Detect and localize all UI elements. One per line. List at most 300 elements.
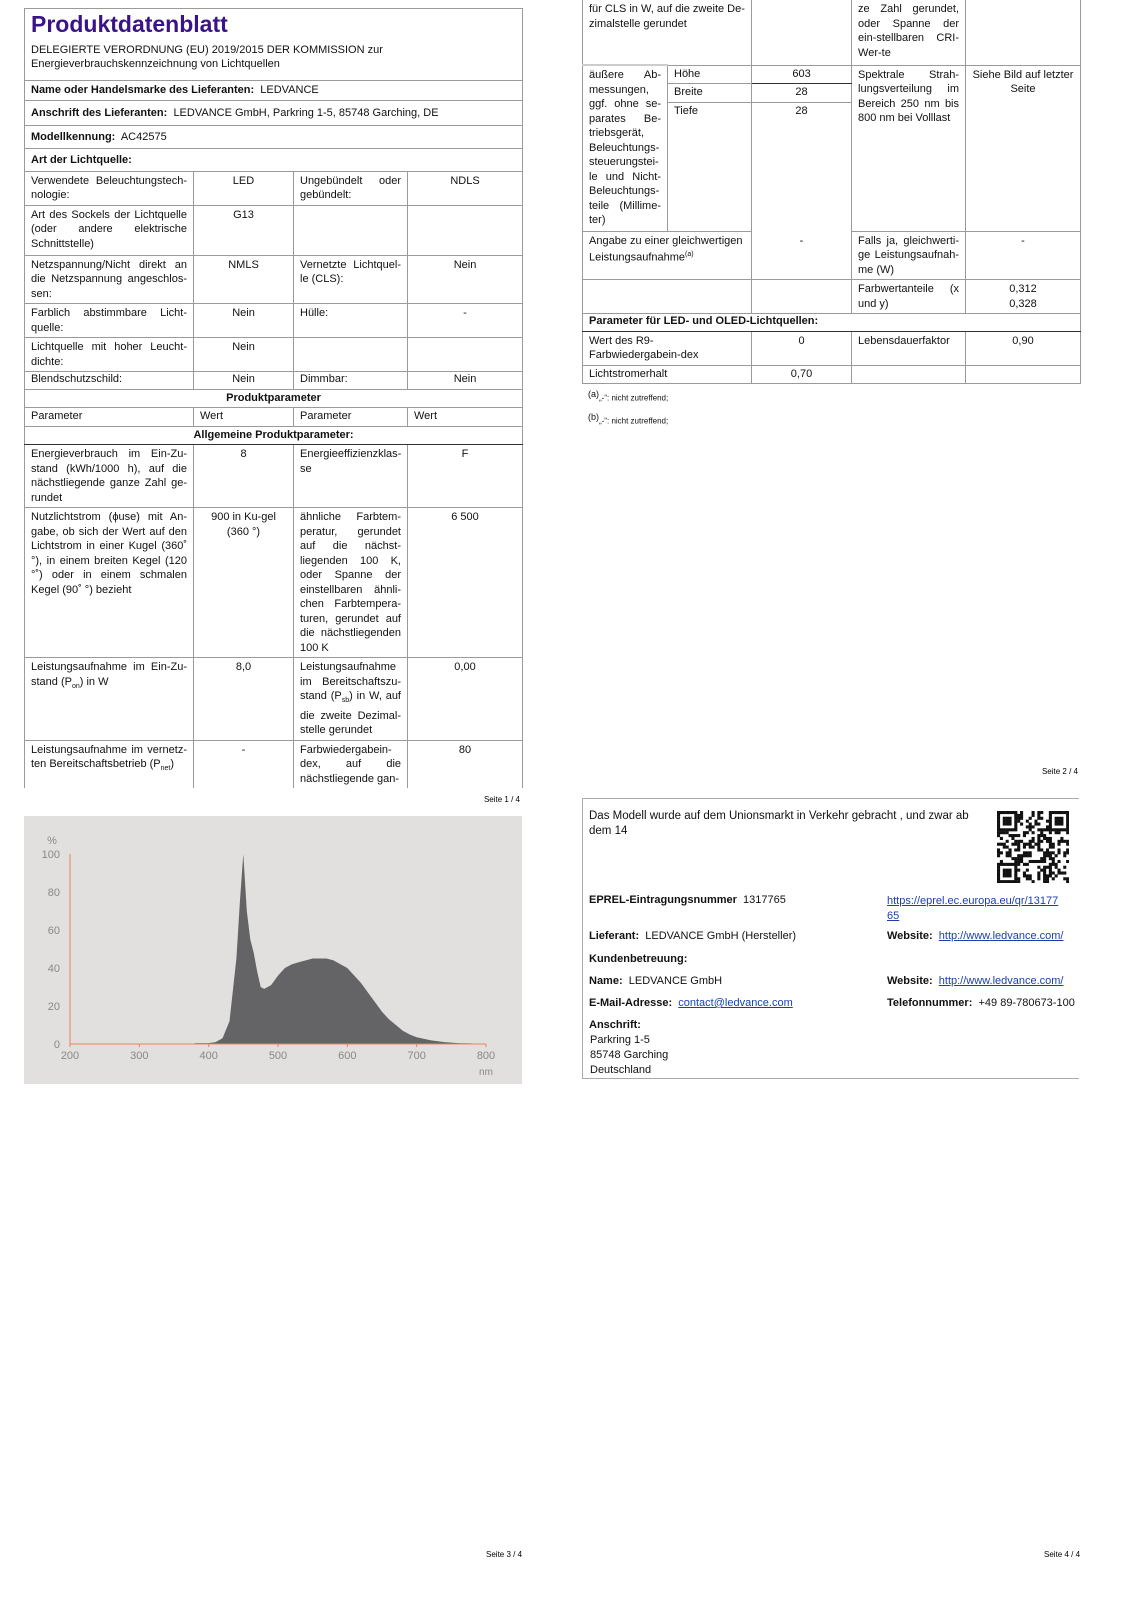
qr-module (1014, 877, 1017, 880)
qr-module (1009, 871, 1012, 874)
qr-module (1023, 843, 1026, 846)
qr-module (1046, 840, 1049, 843)
market-date-text: Das Modell wurde auf dem Unionsmarkt in Verkehr gebracht , und zwar ab dem 14 (589, 810, 969, 837)
qr-module (1026, 843, 1029, 846)
cell: LED (194, 171, 294, 205)
qr-module (997, 831, 1000, 834)
table-row (25, 255, 523, 304)
qr-module (1020, 860, 1023, 863)
qr-module (1029, 843, 1032, 846)
qr-module (1026, 820, 1029, 823)
qr-module (1003, 820, 1006, 823)
qr-module (1029, 877, 1032, 880)
qr-module (1014, 857, 1017, 860)
qr-module (1026, 877, 1029, 880)
qr-module (1017, 814, 1020, 817)
qr-module (1009, 854, 1012, 857)
qr-module (1032, 846, 1035, 849)
qr-module (1043, 869, 1046, 872)
qr-module (997, 814, 1000, 817)
qr-module (1017, 820, 1020, 823)
qr-module (1023, 831, 1026, 834)
qr-module (997, 811, 1000, 814)
website-label: Website: (887, 975, 933, 987)
qr-module (1009, 848, 1012, 851)
qr-module (1017, 877, 1020, 880)
email-link[interactable]: contact@ledvance.com (678, 997, 793, 1009)
qr-module (1017, 848, 1020, 851)
qr-module (1037, 843, 1040, 846)
qr-module (1009, 863, 1012, 866)
chroma-y: 0,328 (1009, 297, 1037, 310)
qr-module (1029, 840, 1032, 843)
qr-module (997, 869, 1000, 872)
qr-module (1052, 877, 1055, 880)
qr-module (1006, 823, 1009, 826)
qr-module (1066, 811, 1069, 814)
qr-module (1043, 866, 1046, 869)
qr-module (1009, 880, 1012, 883)
qr-module (1011, 834, 1014, 837)
qr-module (1029, 828, 1032, 831)
qr-module (1066, 860, 1069, 863)
qr-module (1052, 828, 1055, 831)
x-tick-label: 400 (199, 1050, 218, 1063)
qr-module (1017, 843, 1020, 846)
qr-module (997, 871, 1000, 874)
right-column (582, 0, 1080, 1079)
qr-module (1049, 851, 1052, 854)
address-line: 85748 Garching (590, 1049, 669, 1061)
qr-module (997, 863, 1000, 866)
qr-module (1034, 860, 1037, 863)
qr-module (1006, 854, 1009, 857)
page-title: Produktdatenblatt (31, 11, 228, 37)
qr-module (1066, 851, 1069, 854)
qr-module (1049, 863, 1052, 866)
y-tick-label: 80 (47, 887, 60, 900)
qr-module (1009, 874, 1012, 877)
qr-module (1063, 877, 1066, 880)
qr-module (1023, 854, 1026, 857)
qr-module (1055, 874, 1058, 877)
qr-module (1009, 820, 1012, 823)
qr-module (1037, 874, 1040, 877)
spectral-label: Spektrale Strah-lungsverteilung im Bereich 250 nm bis 800 nm bei Volllast (852, 65, 966, 231)
qr-module (1011, 880, 1014, 883)
qr-module (1040, 840, 1043, 843)
qr-module (1049, 846, 1052, 849)
qr-module (1052, 846, 1055, 849)
qr-module (1006, 851, 1009, 854)
qr-module (1026, 869, 1029, 872)
led-params-heading: Parameter für LED- und OLED-Lichtquellen: (583, 314, 1081, 332)
qr-module (1003, 871, 1006, 874)
qr-module (1037, 817, 1040, 820)
x-tick-label: 500 (268, 1050, 288, 1063)
qr-module (1014, 866, 1017, 869)
qr-module (1049, 831, 1052, 834)
qr-module (1049, 811, 1052, 814)
qr-module (1000, 811, 1003, 814)
cell: 0,00 (408, 658, 523, 741)
qr-module (1060, 828, 1063, 831)
qr-module (1057, 869, 1060, 872)
qr-module (1000, 863, 1003, 866)
qr-module (1040, 817, 1043, 820)
y-tick-label: 100 (41, 849, 60, 862)
qr-module (1006, 871, 1009, 874)
qr-module (1043, 877, 1046, 880)
qr-module (1049, 866, 1052, 869)
qr-module (1029, 846, 1032, 849)
qr-module (1009, 869, 1012, 872)
table-row (25, 338, 523, 372)
qr-module (1049, 871, 1052, 874)
qr-module (1043, 871, 1046, 874)
qr-module (997, 848, 1000, 851)
cell: ähnliche Farbtem-peratur, gerundet auf die nächst-liegenden 100 K, oder Spanne der einstellbaren ähnli-chen Farbtempera-turen, gerundet auf die nächstliegenden 100 K (294, 508, 408, 658)
cell: Leistungsaufnahme im Bereitschaftszu-stand $(P_{sb})$ in W, auf die zweite Dezimal-stelle gerundet (294, 658, 408, 741)
qr-module (1057, 860, 1060, 863)
cell: F (408, 445, 523, 508)
cell: - (966, 231, 1081, 280)
qr-module (1014, 814, 1017, 817)
dimension-value: 28 (752, 84, 852, 103)
cell (294, 205, 408, 255)
qr-module (1003, 846, 1006, 849)
qr-module (1037, 828, 1040, 831)
qr-module (1017, 860, 1020, 863)
qr-module (1066, 817, 1069, 820)
qr-module (1000, 851, 1003, 854)
cell (408, 205, 523, 255)
qr-module (1000, 860, 1003, 863)
model-id: AC42575 (120, 130, 167, 143)
qr-module (1037, 811, 1040, 814)
qr-module (1055, 817, 1058, 820)
x-tick-label: 600 (338, 1050, 357, 1063)
qr-module (1066, 831, 1069, 834)
qr-module (1049, 837, 1052, 840)
qr-module (1009, 851, 1012, 854)
qr-module (1014, 817, 1017, 820)
cell (752, 0, 852, 65)
qr-module (1049, 828, 1052, 831)
qr-module (997, 823, 1000, 826)
qr-module (1023, 834, 1026, 837)
cell: Falls ja, gleichwerti-ge Leistungsaufnah-me (W) (852, 231, 966, 280)
name-label: Name: (589, 975, 623, 987)
cell: Farbwertanteile (x und y) (852, 280, 966, 314)
qr-module (1011, 857, 1014, 860)
qr-module (1020, 814, 1023, 817)
cell: Leistungsaufnahme im Ein-Zu-stand $(P_{on})$ in W (25, 658, 194, 741)
qr-module (1017, 817, 1020, 820)
cell: Lichtstromerhalt (583, 365, 752, 384)
qr-module (1014, 860, 1017, 863)
cell: Blendschutzschild: (25, 372, 194, 390)
cell: 0,90 (966, 331, 1081, 365)
qr-module (1029, 851, 1032, 854)
chroma-x: 0,312 (1009, 283, 1037, 295)
qr-module (1060, 871, 1063, 874)
website-link[interactable]: http://www.ledvance.com/ (938, 975, 1064, 987)
qr-module (1043, 857, 1046, 860)
qr-module (1046, 880, 1049, 883)
cell: Farblich abstimmbare Licht-quelle: (25, 304, 194, 338)
qr-module (1049, 857, 1052, 860)
table-row (25, 658, 523, 741)
qr-module (1057, 843, 1060, 846)
cell: 0 (752, 331, 852, 365)
qr-module (1006, 820, 1009, 823)
qr-module (1060, 811, 1063, 814)
cell: 900 in Ku-gel (360 °) (194, 508, 294, 658)
qr-module (1029, 860, 1032, 863)
qr-module (1037, 823, 1040, 826)
qr-module (1049, 843, 1052, 846)
eprel-label: EPREL-Eintragungsnummer (589, 894, 737, 906)
cell: 80 (408, 740, 523, 788)
qr-module (1043, 880, 1046, 883)
column-header: Wert (408, 408, 523, 427)
qr-module (1066, 848, 1069, 851)
dimension-name: Tiefe (668, 102, 752, 231)
qr-module (1046, 877, 1049, 880)
page-number: Seite 4 / 4 (1044, 1550, 1081, 1559)
qr-module (1057, 871, 1060, 874)
address-block (590, 1033, 668, 1078)
x-tick-label: 300 (130, 1050, 149, 1063)
qr-module (1006, 811, 1009, 814)
qr-module (1037, 834, 1040, 837)
qr-module (1066, 820, 1069, 823)
qr-module (1066, 825, 1069, 828)
qr-module (1006, 831, 1009, 834)
qr-module (1011, 837, 1014, 840)
spectral-distribution-chart (24, 816, 522, 1084)
table-row (583, 231, 1081, 280)
qr-module (1037, 837, 1040, 840)
cell: Nein (408, 255, 523, 304)
supplier-name-label: Name oder Handelsmarke des Lieferanten: (31, 84, 255, 96)
email-label: E-Mail-Adresse: (589, 997, 673, 1009)
dimension-value: 28 (752, 102, 852, 231)
x-tick-label: 800 (476, 1050, 496, 1063)
qr-module (1057, 851, 1060, 854)
light-source-type-heading: Art der Lichtquelle: (25, 148, 523, 171)
dimension-name: Breite (668, 84, 752, 103)
qr-module (1000, 828, 1003, 831)
page-2 (582, 0, 1080, 767)
qr-module (1032, 840, 1035, 843)
qr-module (1003, 828, 1006, 831)
qr-module (1043, 828, 1046, 831)
qr-module (1049, 854, 1052, 857)
qr-module (1063, 871, 1066, 874)
qr-module (997, 825, 1000, 828)
qr-module (1006, 863, 1009, 866)
qr-module (1023, 851, 1026, 854)
cell: Wert des R9-Farbwiedergabein-dex (583, 331, 752, 365)
qr-module (1060, 820, 1063, 823)
cell: 6 500 (408, 508, 523, 658)
qr-module (1060, 837, 1063, 840)
qr-module (1057, 811, 1060, 814)
cell: Hülle: (294, 304, 408, 338)
qr-module (1066, 823, 1069, 826)
table-row (25, 304, 523, 338)
qr-module (1020, 811, 1023, 814)
qr-module (997, 851, 1000, 854)
website-link[interactable]: http://www.ledvance.com/ (938, 930, 1064, 942)
column-header: Parameter (294, 408, 408, 427)
column-header-row (25, 408, 523, 427)
qr-module (1063, 851, 1066, 854)
footnote-a: $^{(a)}$„-“: nicht zutreffend; (588, 389, 669, 403)
website-label: Website: (887, 930, 933, 942)
qr-module (1063, 854, 1066, 857)
qr-module (1037, 860, 1040, 863)
spectral-value: Siehe Bild auf letzter Seite (966, 65, 1081, 231)
qr-module (1014, 811, 1017, 814)
qr-module (1037, 877, 1040, 880)
qr-module (1040, 811, 1043, 814)
qr-module (1046, 837, 1049, 840)
cell: - (194, 740, 294, 788)
dimensions-label: äußere Ab-messungen, ggf. ohne se-parates Be-triebsgerät, Beleuchtungs-steuerungstei-le und Nicht-Beleuchtungs-teile (Millime-ter) (583, 65, 668, 231)
qr-module (1020, 840, 1023, 843)
supplier-address: LEDVANCE GmbH, Parkring 1-5, 85748 Garching, DE (173, 106, 439, 119)
qr-module (1006, 846, 1009, 849)
cell: 8,0 (194, 658, 294, 741)
qr-module (1046, 854, 1049, 857)
qr-module (997, 866, 1000, 869)
qr-module (1006, 840, 1009, 843)
qr-module (1017, 846, 1020, 849)
qr-module (1049, 823, 1052, 826)
y-tick-label: 20 (47, 1001, 60, 1014)
equiv-power-label: Angabe zu einer gleichwertigen Leistungsaufnahme (589, 234, 743, 264)
column-header: Wert (194, 408, 294, 427)
qr-module (1014, 863, 1017, 866)
qr-module (1046, 848, 1049, 851)
qr-module (1043, 860, 1046, 863)
qr-module (1009, 828, 1012, 831)
table-row (25, 740, 523, 788)
qr-module (1026, 863, 1029, 866)
qr-module (997, 843, 1000, 846)
qr-module (1049, 825, 1052, 828)
qr-module (1006, 828, 1009, 831)
qr-module (1009, 811, 1012, 814)
cell: Art des Sockels der Lichtquelle (oder andere elektrische Schnittstelle) (25, 205, 194, 255)
cell: Nein (194, 338, 294, 372)
qr-code[interactable] (997, 811, 1069, 883)
table-row (583, 331, 1081, 365)
qr-module (1003, 880, 1006, 883)
qr-module (1052, 857, 1055, 860)
qr-module (1066, 843, 1069, 846)
qr-module (1046, 828, 1049, 831)
qr-module (1029, 823, 1032, 826)
qr-module (1063, 811, 1066, 814)
cell: Vernetzte Lichtquel-le (CLS): (294, 255, 408, 304)
qr-module (997, 880, 1000, 883)
qr-module (1046, 874, 1049, 877)
qr-module (1014, 843, 1017, 846)
qr-module (1060, 817, 1063, 820)
cell: Nutzlichtstrom (ϕuse) mit An-gabe, ob sich der Wert auf den Lichtstrom in einer Kugel (360˚ °), in einem breiten Kegel (120 °˚) oder in einem schmalen Kegel (90˚ °) bezieht (25, 508, 194, 658)
table-row (583, 365, 1081, 384)
qr-module (1026, 874, 1029, 877)
qr-module (1029, 825, 1032, 828)
product-sheet-continued-table (582, 0, 1081, 384)
table-row (25, 171, 523, 205)
qr-module (1037, 846, 1040, 849)
cell (966, 0, 1081, 65)
qr-module (1009, 817, 1012, 820)
qr-module (1017, 840, 1020, 843)
qr-module (1020, 817, 1023, 820)
qr-module (1003, 823, 1006, 826)
cell: - (408, 304, 523, 338)
qr-module (1049, 840, 1052, 843)
qr-module (1017, 834, 1020, 837)
qr-module (1057, 820, 1060, 823)
qr-module (1055, 863, 1058, 866)
qr-module (1023, 874, 1026, 877)
qr-module (1026, 831, 1029, 834)
cell: Netzspannung/Nicht direkt an die Netzspannung angeschlos-sen: (25, 255, 194, 304)
cell: für CLS in W, auf die zweite De-zimalstelle gerundet (583, 0, 752, 65)
qr-module (1014, 880, 1017, 883)
supplier-label: Lieferant: (589, 930, 640, 942)
qr-module (1000, 843, 1003, 846)
qr-module (1060, 840, 1063, 843)
qr-module (1055, 828, 1058, 831)
qr-module (1040, 860, 1043, 863)
qr-module (1057, 817, 1060, 820)
qr-module (1029, 854, 1032, 857)
qr-module (1063, 840, 1066, 843)
y-tick-label: 0 (53, 1039, 60, 1052)
qr-module (1043, 837, 1046, 840)
cell: Farbwiedergabein-dex, auf die nächstliegende gan- (294, 740, 408, 788)
qr-module (1017, 854, 1020, 857)
qr-module (1043, 851, 1046, 854)
qr-module (1066, 877, 1069, 880)
qr-module (1040, 857, 1043, 860)
qr-module (1003, 869, 1006, 872)
cell: ze Zahl gerundet, oder Spanne der ein-stellbaren CRI-Wer-te (852, 0, 966, 65)
qr-module (1014, 871, 1017, 874)
customer-support-heading: Kundenbetreuung: (589, 953, 688, 965)
qr-module (1057, 828, 1060, 831)
qr-module (997, 854, 1000, 857)
x-tick-label: 200 (60, 1050, 80, 1063)
x-tick-label: 700 (407, 1050, 426, 1063)
cell: 0,70 (752, 365, 852, 384)
eprel-link[interactable]: https://eprel.ec.europa.eu/qr/1317765 (887, 895, 1059, 922)
qr-module (1052, 811, 1055, 814)
qr-module (1020, 854, 1023, 857)
qr-module (1037, 814, 1040, 817)
qr-module (1009, 834, 1012, 837)
regulation-text: DELEGIERTE VERORDNUNG (EU) 2019/2015 DER KOMMISSION zur Energieverbrauchskennzeichnung von Lichtquellen (25, 41, 523, 81)
qr-module (1055, 823, 1058, 826)
